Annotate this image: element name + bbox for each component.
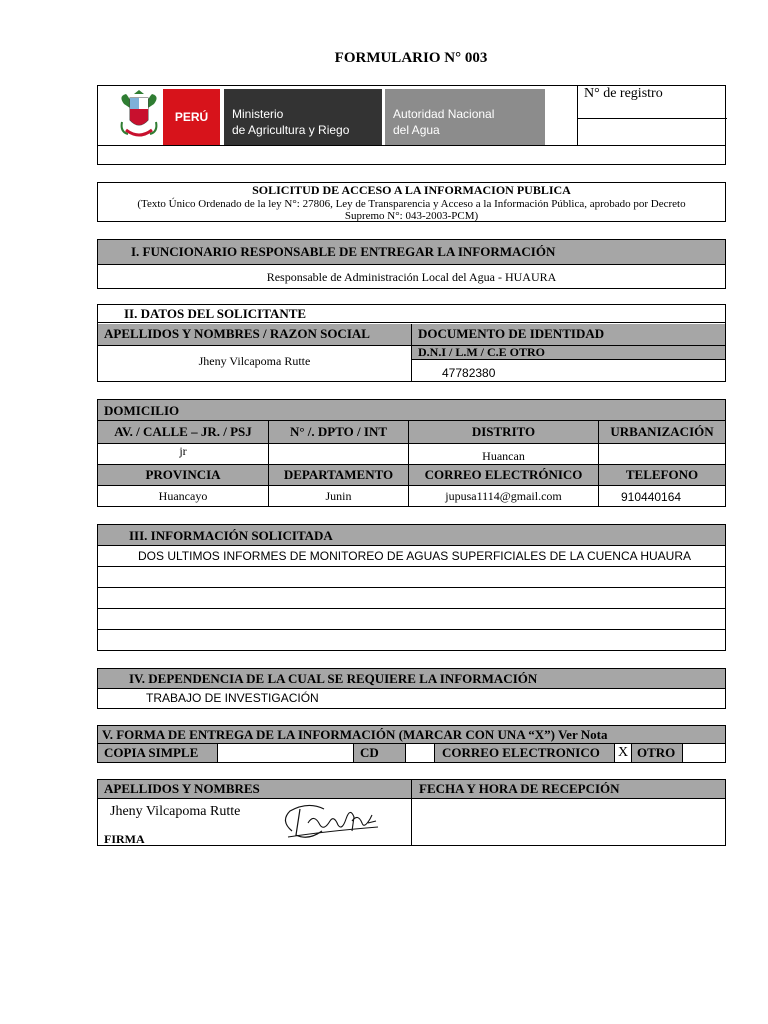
registro-label: N° de registro bbox=[584, 86, 663, 101]
request-block bbox=[97, 182, 726, 222]
firma-label: FIRMA bbox=[104, 832, 145, 846]
section-4-heading: IV. DEPENDENCIA DE LA CUAL SE REQUIERE LA INFORMACIÓN bbox=[98, 669, 725, 689]
email-header: CORREO ELECTRÓNICO bbox=[409, 465, 599, 485]
logo-area bbox=[98, 86, 577, 145]
section-1 bbox=[97, 239, 726, 289]
document-header: DOCUMENTO DE IDENTIDAD bbox=[412, 324, 725, 346]
applicant-name-header: APELLIDOS Y NOMBRES / RAZON SOCIAL bbox=[98, 324, 412, 346]
registro-input[interactable] bbox=[578, 118, 727, 146]
urbanization-value[interactable] bbox=[599, 444, 725, 464]
registro-box bbox=[577, 85, 727, 146]
ministry-line1: Ministerio bbox=[232, 107, 284, 121]
requested-info-line-3[interactable] bbox=[98, 588, 725, 609]
otro-label: OTRO bbox=[632, 744, 683, 762]
applicant-name[interactable]: Jheny Vilcapoma Rutte bbox=[98, 346, 412, 381]
district-header: DISTRITO bbox=[409, 421, 599, 443]
reception-header: FECHA Y HORA DE RECEPCIÓN bbox=[412, 780, 725, 799]
ministry-label bbox=[224, 89, 382, 145]
authority-line1: Autoridad Nacional bbox=[393, 107, 495, 121]
authority-line2: del Agua bbox=[393, 123, 440, 137]
authority-label bbox=[385, 89, 545, 145]
department-value[interactable]: Junin bbox=[269, 486, 409, 507]
section-2-heading: II. DATOS DEL SOLICITANTE bbox=[98, 305, 725, 323]
phone-header: TELEFONO bbox=[625, 467, 699, 482]
delivery-options-row bbox=[98, 744, 725, 762]
number-value[interactable] bbox=[269, 444, 409, 464]
reception-field[interactable] bbox=[412, 799, 725, 845]
requested-info-line-5[interactable] bbox=[98, 630, 725, 650]
email-value[interactable]: jupusa1114@gmail.com bbox=[409, 486, 599, 507]
domicilio-section bbox=[97, 399, 726, 507]
section-4-value[interactable]: TRABAJO DE INVESTIGACIÓN bbox=[146, 691, 319, 705]
copia-simple-checkbox[interactable] bbox=[218, 744, 354, 762]
signature-section bbox=[97, 779, 726, 846]
urbanization-header: URBANIZACIÓN bbox=[610, 424, 714, 439]
section-5-heading: V. FORMA DE ENTREGA DE LA INFORMACIÓN (MARCAR CON UNA “X”) Ver Nota bbox=[98, 726, 725, 744]
handwritten-signature-icon bbox=[278, 801, 384, 843]
section-1-heading: I. FUNCIONARIO RESPONSABLE DE ENTREGAR LA INFORMACIÓN bbox=[98, 240, 725, 265]
street-value[interactable]: jr bbox=[98, 444, 269, 464]
signature-name-header: APELLIDOS Y NOMBRES bbox=[98, 780, 412, 799]
cd-checkbox[interactable] bbox=[406, 744, 435, 762]
number-header: N° /. DPTO / INT bbox=[269, 421, 409, 443]
peru-label: PERÚ bbox=[163, 89, 220, 145]
request-title: SOLICITUD DE ACCESO A LA INFORMACION PUBLICA bbox=[252, 183, 571, 197]
domicilio-header-row-1 bbox=[98, 421, 725, 444]
domicilio-value-row-1 bbox=[98, 444, 725, 465]
document-number[interactable]: 47782380 bbox=[442, 366, 496, 380]
cd-label: CD bbox=[354, 744, 406, 762]
header-block bbox=[97, 85, 726, 165]
copia-simple-label: COPIA SIMPLE bbox=[98, 744, 218, 762]
section-2 bbox=[97, 304, 726, 382]
form-title: FORMULARIO N° 003 bbox=[334, 50, 488, 66]
phone-value[interactable]: 910440164 bbox=[621, 489, 682, 504]
signature-name[interactable]: Jheny Vilcapoma Rutte bbox=[110, 804, 241, 819]
province-header: PROVINCIA bbox=[98, 465, 269, 485]
section-3-heading: III. INFORMACIÓN SOLICITADA bbox=[98, 525, 725, 546]
section-5 bbox=[97, 725, 726, 763]
document-types: D.N.I / L.M / C.E OTRO bbox=[412, 346, 725, 360]
correo-label: CORREO ELECTRONICO bbox=[435, 744, 615, 762]
request-subtitle: (Texto Único Ordenado de la ley N°: 27806, Ley de Transparencia y Acceso a la Información Pública, aprobado por Decreto Supremo N°: 043-2003-PCM) bbox=[137, 198, 686, 222]
section-1-value[interactable]: Responsable de Administración Local del Agua - HUAURA bbox=[266, 270, 557, 284]
ministry-line2: de Agricultura y Riego bbox=[232, 123, 350, 137]
section-4 bbox=[97, 668, 726, 709]
section-3 bbox=[97, 524, 726, 651]
domicilio-value-row-2 bbox=[98, 486, 725, 507]
district-value[interactable]: Huancan bbox=[409, 444, 599, 464]
requested-info-line-1[interactable]: DOS ULTIMOS INFORMES DE MONITOREO DE AGUAS SUPERFICIALES DE LA CUENCA HUAURA bbox=[98, 546, 725, 567]
requested-info-line-2[interactable] bbox=[98, 567, 725, 588]
otro-checkbox[interactable] bbox=[683, 744, 725, 762]
coat-of-arms-icon bbox=[116, 90, 162, 142]
domicilio-heading: DOMICILIO bbox=[98, 400, 725, 421]
signature-area bbox=[98, 799, 412, 845]
province-value[interactable]: Huancayo bbox=[98, 486, 269, 507]
requested-info-line-4[interactable] bbox=[98, 609, 725, 630]
street-header: AV. / CALLE – JR. / PSJ bbox=[98, 421, 269, 443]
correo-checkbox[interactable]: X bbox=[615, 744, 632, 762]
department-header: DEPARTAMENTO bbox=[269, 465, 409, 485]
domicilio-header-row-2 bbox=[98, 465, 725, 486]
